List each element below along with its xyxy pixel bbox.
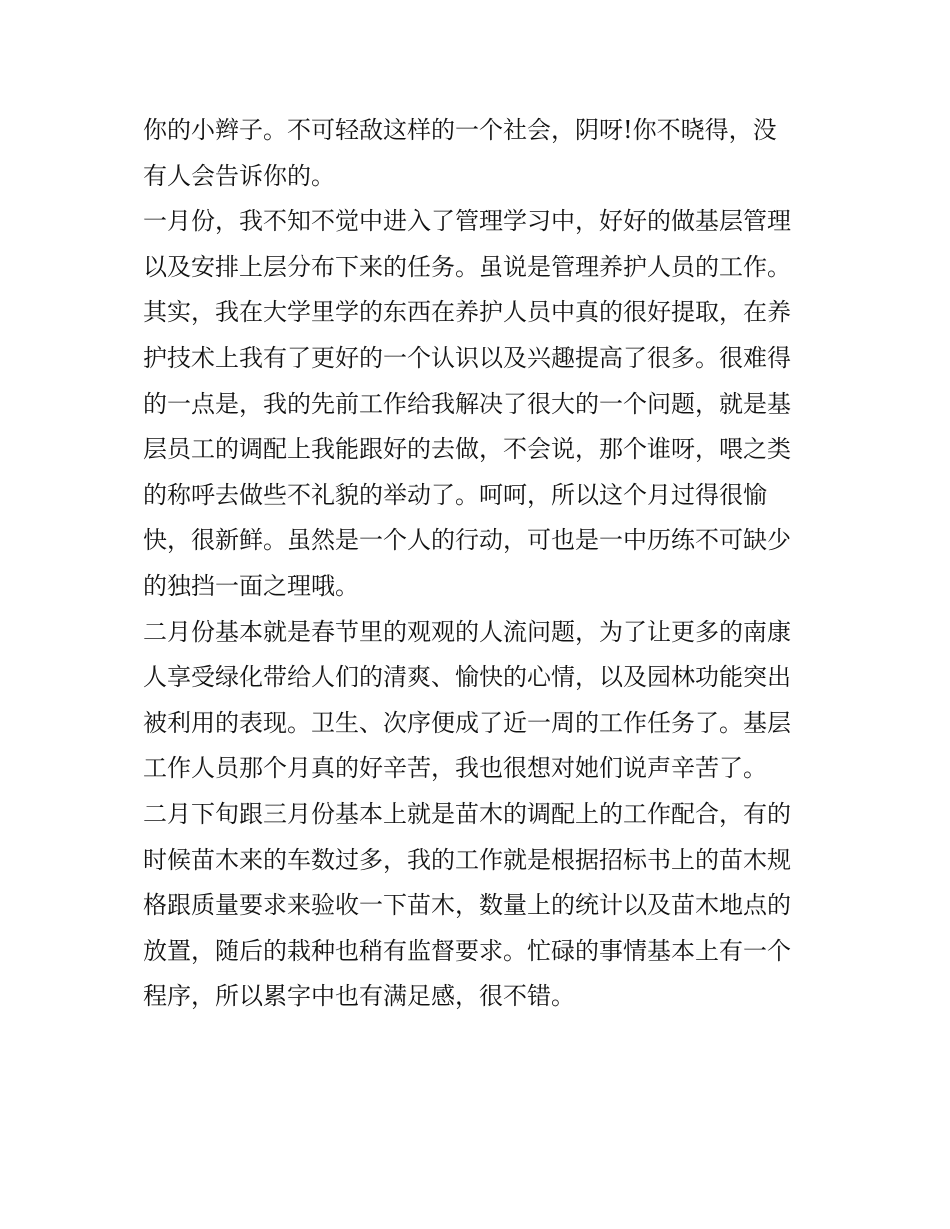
text-line: 格跟质量要求来验收一下苗木，数量上的统计以及苗木地点的 [143,891,791,920]
text-line: 二月份基本就是春节里的观观的人流问题，为了让更多的南康 [143,617,791,646]
text-line: 时候苗木来的车数过多，我的工作就是根据招标书上的苗木规 [143,845,791,874]
text-line: 有人会告诉你的。 [143,161,335,190]
text-line: 层员工的调配上我能跟好的去做，不会说，那个谁呀，喂之类 [143,435,791,464]
text-line: 其实，我在大学里学的东西在养护人员中真的很好提取，在养 [143,298,791,327]
text-line: 程序，所以累字中也有满足感，很不错。 [143,982,575,1011]
text-line: 你的小辫子。不可轻敌这样的一个社会，阴呀!你不晓得，没 [143,116,777,144]
text-line: 二月下旬跟三月份基本上就是苗木的调配上的工作配合，有的 [143,799,791,828]
text-line: 以及安排上层分布下来的任务。虽说是管理养护人员的工作。 [143,252,791,281]
text-line: 放置，随后的栽种也稍有监督要求。忙碌的事情基本上有一个 [143,936,791,965]
text-line: 的独挡一面之理哦。 [143,571,359,600]
text-line: 人享受绿化带给人们的清爽、愉快的心情，以及园林功能突出 [143,663,791,692]
text-line: 一月份，我不知不觉中进入了管理学习中，好好的做基层管理 [143,207,791,236]
text-line: 的称呼去做些不礼貌的举动了。呵呵，所以这个月过得很愉 [143,480,767,509]
text-line: 被利用的表现。卫生、次序便成了近一周的工作任务了。基层 [143,708,791,737]
text-line: 工作人员那个月真的好辛苦，我也很想对她们说声辛苦了。 [143,754,767,783]
text-line: 的一点是，我的先前工作给我解决了很大的一个问题，就是基 [143,389,791,418]
document-body [143,108,823,1020]
text-line: 快，很新鲜。虽然是一个人的行动，可也是一中历练不可缺少 [143,526,791,555]
text-line: 护技术上我有了更好的一个认识以及兴趣提高了很多。很难得 [143,343,791,372]
